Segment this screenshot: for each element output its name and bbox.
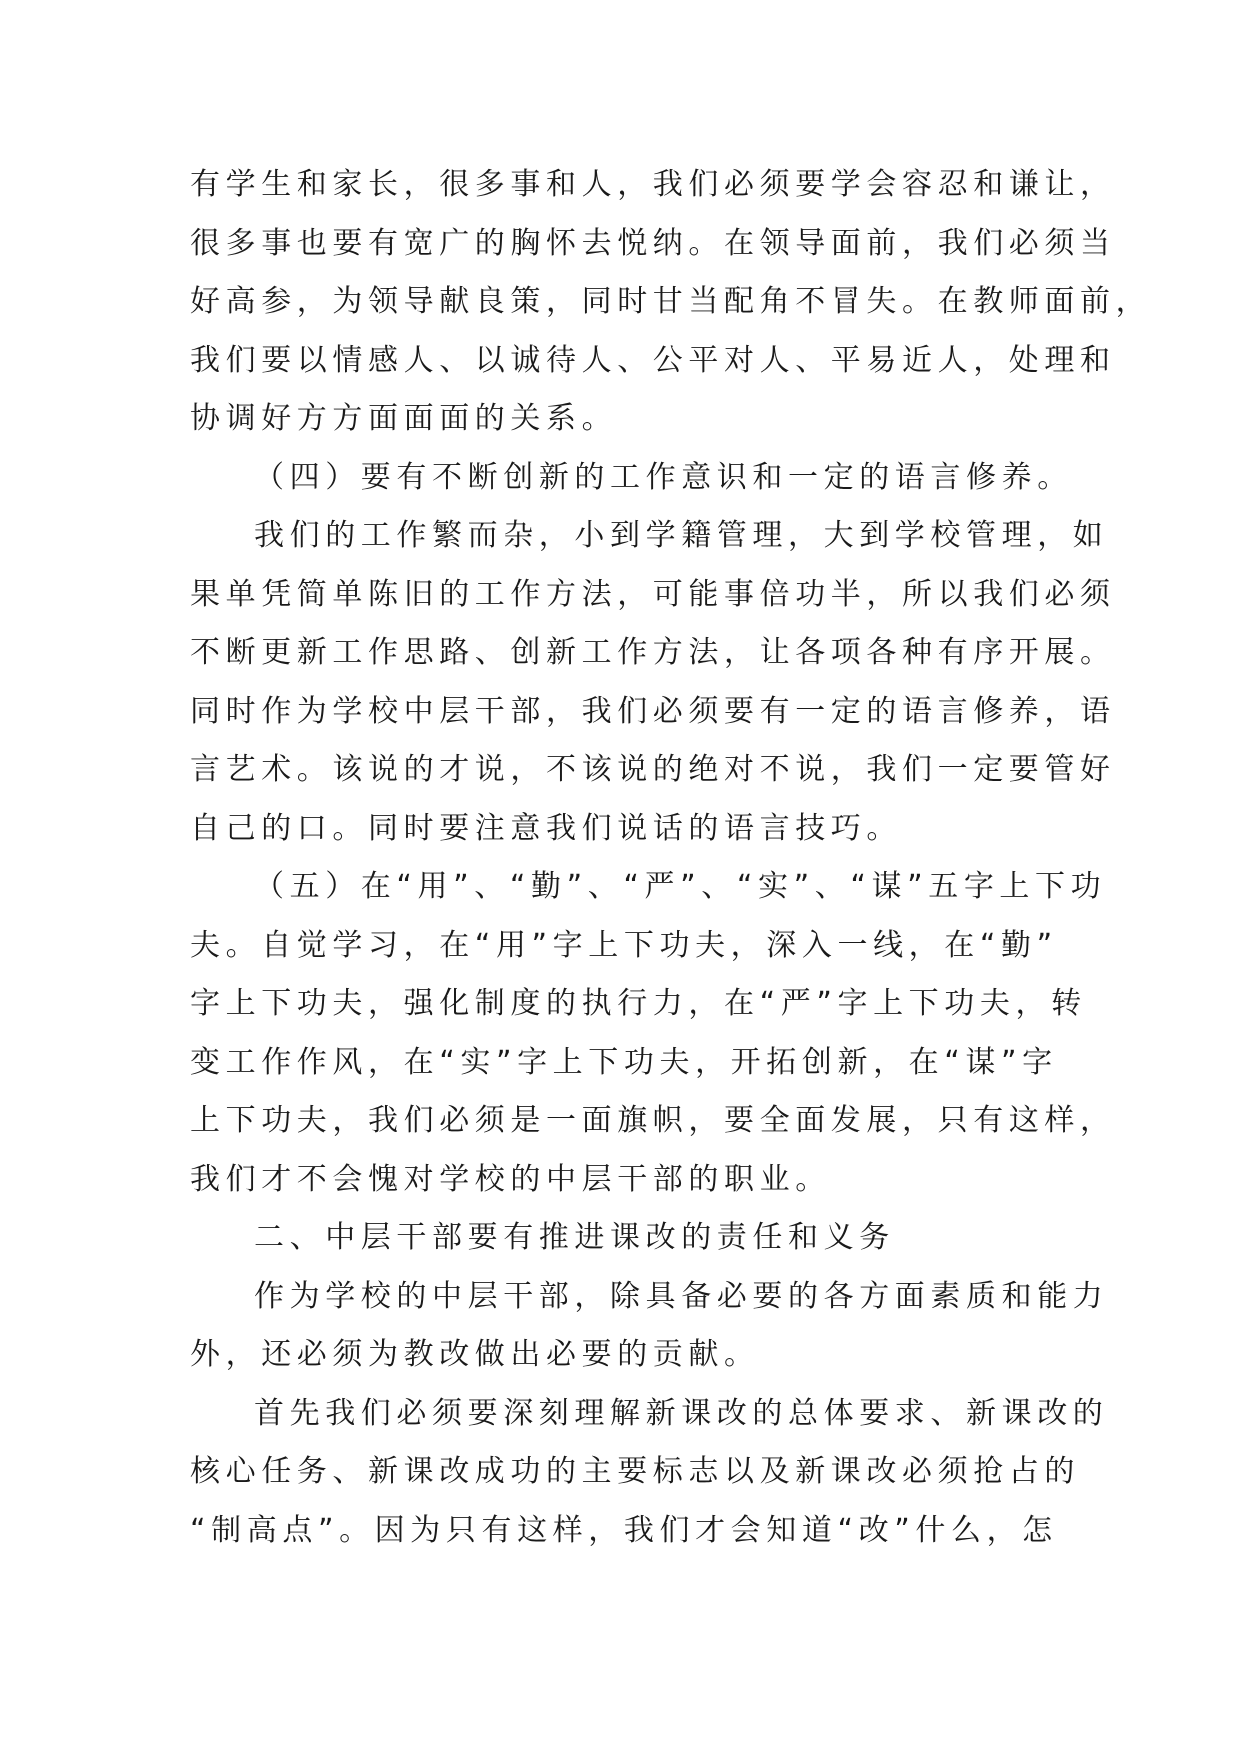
text-line: 我们才不会愧对学校的中层干部的职业。	[190, 1161, 831, 1197]
text-line: 我们要以情感人、以诚待人、公平对人、平易近人，处理和	[190, 342, 1116, 378]
text-line: 外，还必须为教改做出必要的贡献。	[190, 1337, 760, 1372]
text-line: 自己的口。同时要注意我们说话的语言技巧。	[190, 810, 902, 846]
text-line: 果单凭简单陈旧的工作方法，可能事倍功半，所以我们必须	[190, 576, 1116, 612]
text-line: 核心任务、新课改成功的主要标志以及新课改必须抢占的	[190, 1454, 1080, 1489]
text-line: 首先我们必须要深刻理解新课改的总体要求、新课改的	[254, 1395, 1109, 1431]
text-line: 上下功夫，我们必须是一面旗帜，要全面发展，只有这样，	[190, 1103, 1116, 1138]
text-line: 作为学校的中层干部，除具备必要的各方面素质和能力	[254, 1278, 1109, 1314]
text-line: 不断更新工作思路、创新工作方法，让各项各种有序开展。	[190, 635, 1116, 670]
text-line: 有学生和家长，很多事和人，我们必须要学会容忍和谦让，	[190, 167, 1116, 202]
text-line: 协调好方方面面面的关系。	[190, 401, 618, 436]
section-heading-four: （四）要有不断创新的工作意识和一定的语言修养。	[254, 459, 1073, 495]
text-line: “制高点”。因为只有这样，我们才会知道“改”什么，怎	[190, 1512, 1058, 1548]
text-line: 很多事也要有宽广的胸怀去悦纳。在领导面前，我们必须当	[190, 225, 1116, 261]
text-line: 好高参，为领导献良策，同时甘当配角不冒失。在教师面前，	[190, 284, 1152, 319]
text-line: 同时作为学校中层干部，我们必须要有一定的语言修养，语	[190, 693, 1116, 729]
text-line: 我们的工作繁而杂，小到学籍管理，大到学校管理，如	[254, 518, 1109, 553]
text-line: 字上下功夫，强化制度的执行力，在“严”字上下功夫，转	[190, 986, 1087, 1021]
text-line: 夫。自觉学习，在“用”字上下功夫，深入一线，在“勤”	[190, 927, 1058, 963]
text-line: 变工作作风，在“实”字上下功夫，开拓创新，在“谋”字	[190, 1044, 1058, 1080]
section-heading-two: 二、中层干部要有推进课改的责任和义务	[254, 1220, 895, 1255]
section-heading-five: （五）在“用”、“勤”、“严”、“实”、“谋”五字上下功	[254, 869, 1107, 904]
document-body	[190, 156, 1152, 1560]
text-line: 言艺术。该说的才说，不该说的绝对不说，我们一定要管好	[190, 752, 1116, 787]
